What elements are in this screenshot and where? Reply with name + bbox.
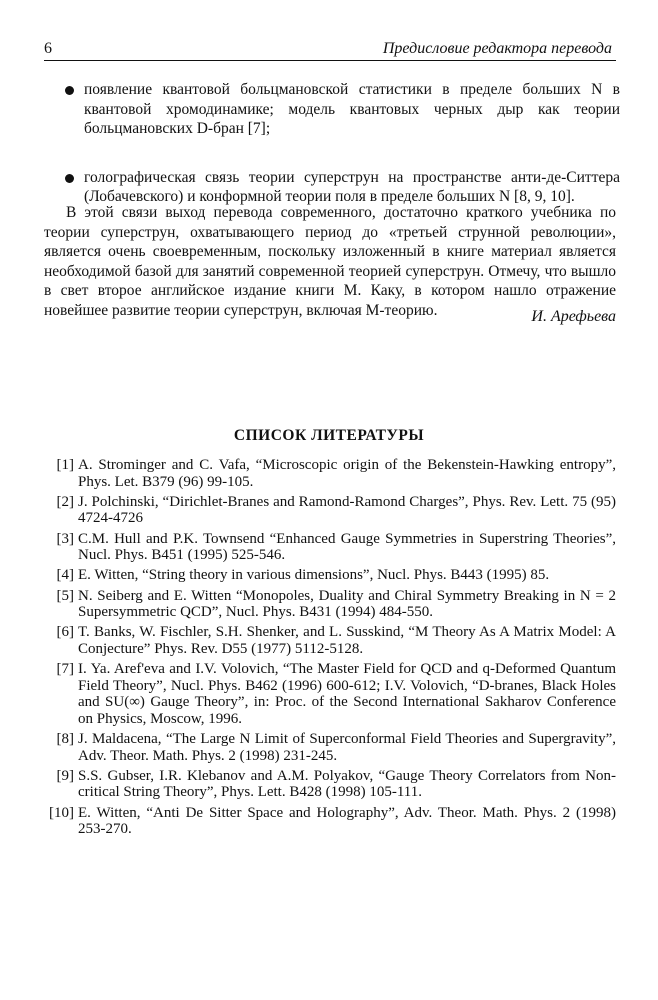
reference-number: [1] xyxy=(56,457,74,473)
reference-item xyxy=(44,805,616,838)
running-title: Предисловие редактора перевода xyxy=(382,40,612,57)
reference-text: S.S. Gubser, I.R. Klebanov and A.M. Polyakov, “Gauge Theory Correlators from Non-critical String Theory”, Phys. Lett. B428 (1998) 105-111. xyxy=(78,767,616,801)
bullet-text: появление квантовой больцмановской статистики в пределе больших N в квантовой хромодинамике; модель квантовых черных дыр как теории больцмановских D-бран [7]; xyxy=(84,81,620,137)
reference-number: [9] xyxy=(56,767,74,784)
reference-item xyxy=(44,567,616,584)
signature: И. Арефьева xyxy=(531,308,616,325)
reference-number: [6] xyxy=(56,624,74,641)
reference-number: [4] xyxy=(56,567,74,584)
reference-item xyxy=(44,624,616,657)
reference-text: E. Witten, “String theory in various dimensions”, Nucl. Phys. B443 (1995) 85. xyxy=(78,567,550,584)
reference-number: [10] xyxy=(49,804,74,821)
reference-text: A. Strominger and C. Vafa, “Microscopic origin of the Bekenstein-Hawking entropy”, Phys. Let. B379 (96) 99-105. xyxy=(78,457,616,490)
reference-number: [5] xyxy=(56,587,74,604)
references-list xyxy=(44,457,616,841)
intro-paragraph: В этой связи выход перевода современного, достаточно краткого учебника по теории суперструн, охватывающего период до «третьей струнной революции», является очень своевременным, поскольку изложенный в книге материал является необходимой базой для занятий современной теорией суперструн. Отмечу, что вышло в свет второе английское издание книги М. Каку, в котором нашло отражение новейшее развитие теории суперструн, включая М-теорию. xyxy=(44,204,616,319)
reference-number: [2] xyxy=(56,493,74,510)
reference-text: J. Polchinski, “Dirichlet-Branes and Ramond-Ramond Charges”, Phys. Rev. Lett. 75 (95) 4724-4726 xyxy=(78,493,616,527)
page-number: 6 xyxy=(44,40,52,57)
reference-text: J. Maldacena, “The Large N Limit of Superconformal Field Theories and Supergravity”, Adv. Theor. Math. Phys. 2 (1998) 231-245. xyxy=(78,731,616,764)
reference-text: C.M. Hull and P.K. Townsend “Enhanced Gauge Symmetries in Superstring Theories”, Nucl. Phys. B451 (1995) 525-546. xyxy=(78,530,616,564)
reference-item xyxy=(44,588,616,621)
bullet-dot-icon xyxy=(65,86,74,95)
running-header xyxy=(44,38,616,61)
reference-item xyxy=(44,661,616,727)
bullet-dot-icon xyxy=(65,174,74,183)
reference-number: [3] xyxy=(56,530,74,547)
references-title: СПИСОК ЛИТЕРАТУРЫ xyxy=(233,427,425,444)
bullet-item xyxy=(60,168,620,207)
reference-text: E. Witten, “Anti De Sitter Space and Holography”, Adv. Theor. Math. Phys. 2 (1998) 253-270. xyxy=(78,804,616,838)
reference-item xyxy=(44,731,616,764)
reference-number: [7] xyxy=(56,661,74,678)
reference-item xyxy=(44,531,616,564)
reference-text: N. Seiberg and E. Witten “Monopoles, Duality and Chiral Symmetry Breaking in N = 2 Supersymmetric QCD”, Nucl. Phys. B431 (1994) 484-550. xyxy=(78,587,616,621)
bullet-item xyxy=(60,80,620,139)
bullet-text: голографическая связь теории суперструн на пространстве анти-де-Ситтера (Лобачевского) и конформной теории поля в пределе больших N [8, 9, 10]. xyxy=(84,168,620,205)
reference-number: [8] xyxy=(56,731,74,748)
reference-text: T. Banks, W. Fischler, S.H. Shenker, and L. Susskind, “M Theory As A Matrix Model: A Conjecture” Phys. Rev. D55 (1977) 5112-5128. xyxy=(78,624,616,657)
reference-text: I. Ya. Aref'eva and I.V. Volovich, “The Master Field for QCD and q-Deformed Quantum Field Theory”, Nucl. Phys. B462 (1996) 600-612; I.V. Volovich, “D-branes, Black Holes and SU(∞) Gauge Theory”, in: Proc. of the Second International Sakharov Conference on Physics, Moscow, 1996. xyxy=(78,661,616,727)
reference-item xyxy=(44,768,616,801)
reference-item xyxy=(44,457,616,490)
bullet-list xyxy=(60,80,620,207)
reference-item xyxy=(44,494,616,527)
